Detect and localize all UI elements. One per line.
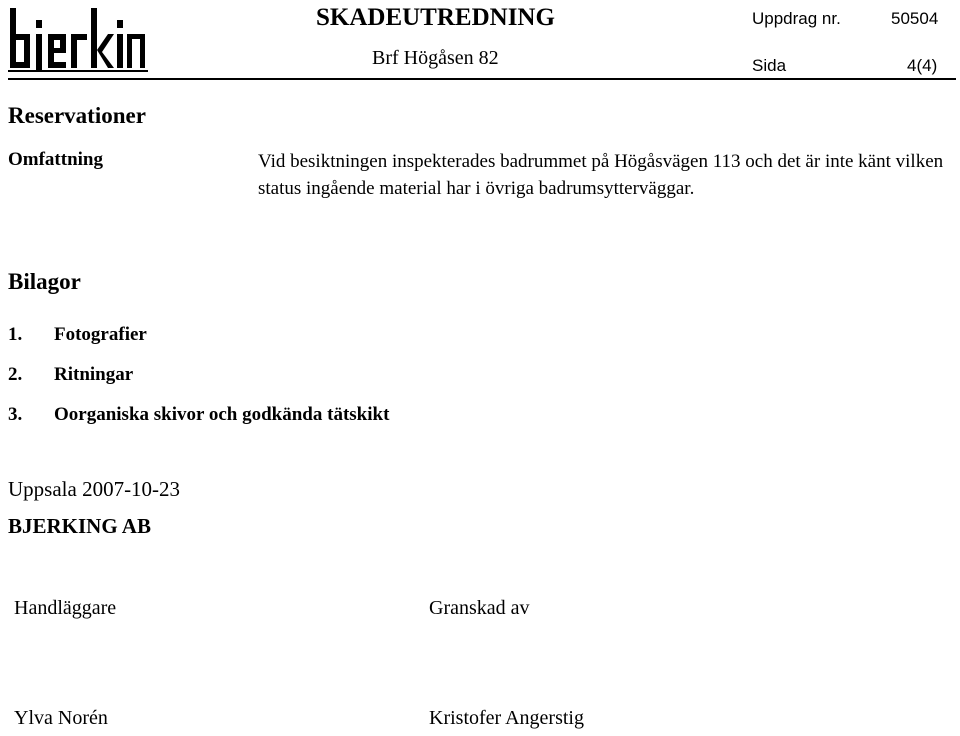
document-subtitle: Brf Högåsen 82 [372, 47, 499, 69]
bilaga-item [8, 315, 389, 355]
bjerking-logo [8, 4, 148, 74]
omfattning-label: Omfattning [8, 149, 103, 170]
bilaga-text: Oorganiska skivor och godkända tätskikt [54, 404, 390, 425]
omfattning-text: Vid besiktningen inspekterades badrummet på Högåsvägen 113 och det är inte känt vilken status ingående material har i övriga badrumsytterväggar. [258, 151, 944, 199]
section-heading-bilagor: Bilagor [8, 269, 81, 294]
bilaga-text: Fotografier [54, 324, 147, 345]
place-and-date: Uppsala 2007-10-23 [8, 477, 181, 501]
uppdrag-number: 50504 [891, 9, 939, 28]
header-divider [8, 78, 956, 80]
bilaga-item [8, 395, 389, 435]
granskad-av-label: Granskad av [429, 597, 530, 619]
uppdrag-label: Uppdrag nr. [752, 9, 841, 28]
bilaga-number: 3. [8, 404, 23, 425]
sida-value: 4(4) [907, 56, 938, 75]
section-heading-reservationer: Reservationer [8, 103, 146, 128]
bilagor-list [8, 315, 389, 435]
handlaggare-label: Handläggare [14, 597, 117, 619]
bilaga-text: Ritningar [54, 364, 134, 385]
bilaga-number: 1. [8, 324, 23, 345]
granskad-av-name: Kristofer Angerstig [429, 707, 584, 729]
handlaggare-name: Ylva Norén [14, 707, 108, 729]
sida-label: Sida [752, 56, 787, 75]
document-title: SKADEUTREDNING [316, 4, 555, 31]
bilaga-number: 2. [8, 364, 23, 385]
company-name: BJERKING AB [8, 514, 151, 538]
bilaga-item [8, 355, 389, 395]
